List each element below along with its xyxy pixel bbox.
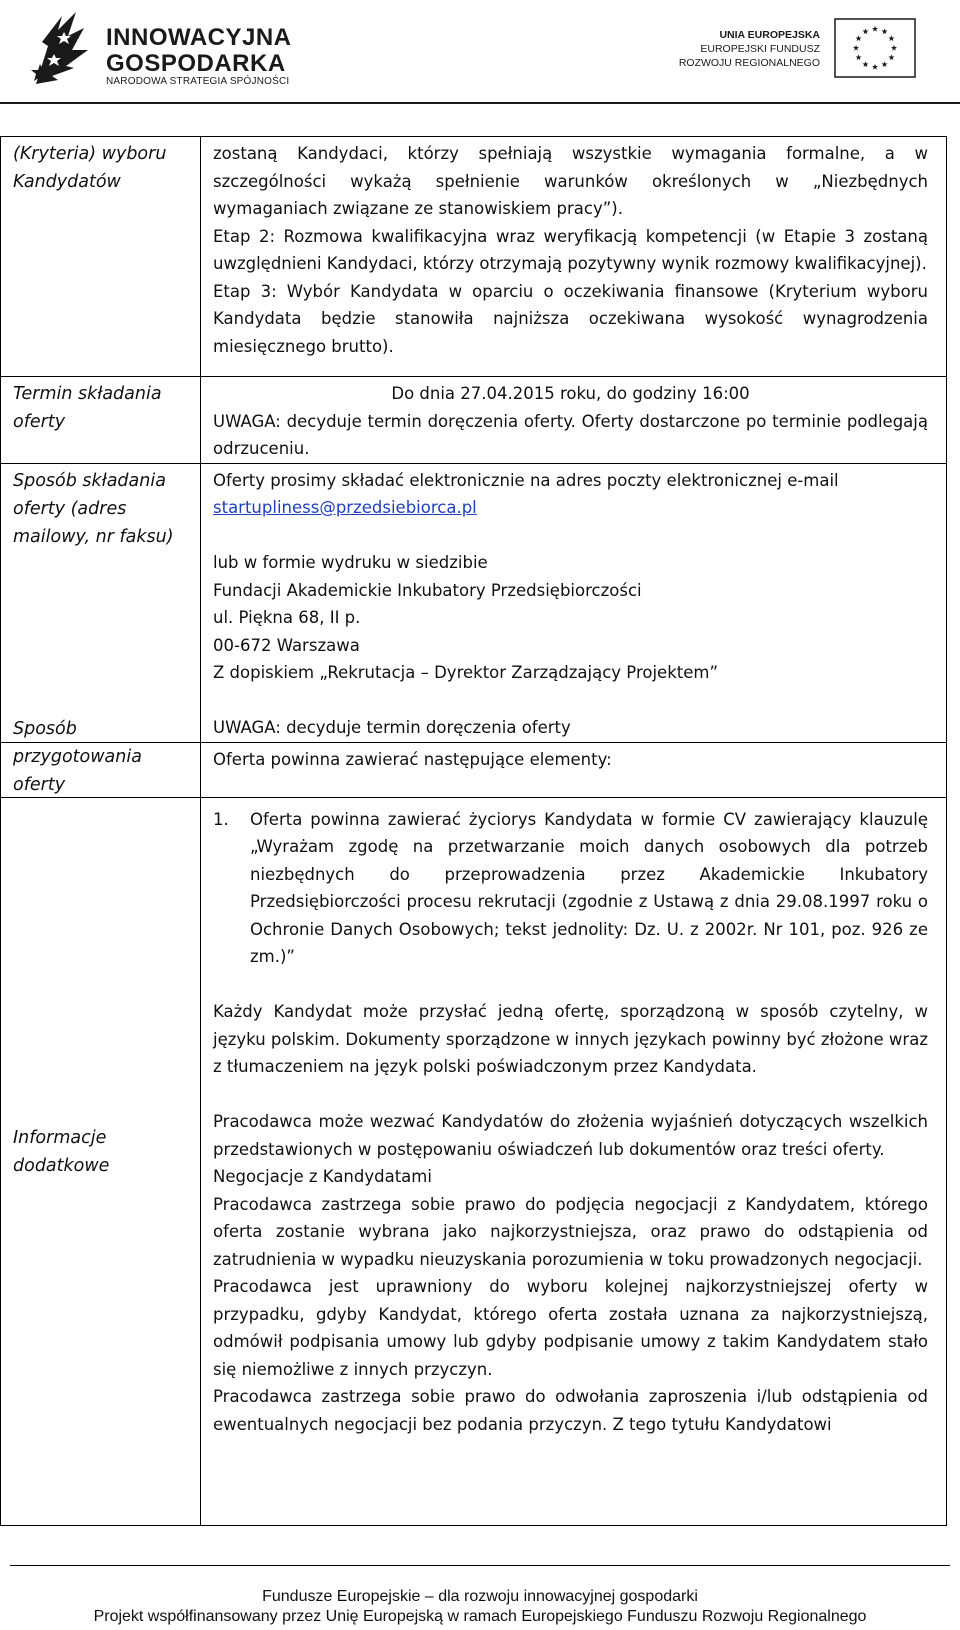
delivery-street: ul. Piękna 68, II p. [213,608,361,627]
criteria-stage-3: Etap 3: Wybór Kandydata w oparciu o oczekiwania finansowe (Kryterium wyboru Kandydata będzie stanowiła najniższa oczekiwana wysokość wynagrodzenia miesięcznego brutto). [213,281,928,356]
eu-logo [668,18,938,78]
deadline-value [201,377,947,464]
logo-subtitle: NARODOWA STRATEGIA SPÓJNOŚCI [106,76,290,87]
criteria-value [201,137,947,377]
logo-title-line1: INNOWACYJNA [106,24,292,51]
preparation-label: Sposób przygotowania oferty [13,718,142,795]
header-divider [0,102,960,104]
language-paragraph: Każdy Kandydat może przysłać jedną ofertę, sporządzoną w sposób czytelny, w języku polskim. Dokumenty sporządzone w innych językach powinny być złożone wraz z tłumaczeniem na język polski poświadczonym przez Kandydata. [213,1002,928,1076]
deadline-label: Termin składania oferty [1,377,201,464]
delivery-city: 00-672 Warszawa [213,635,360,655]
negotiations-paragraph-3: Pracodawca zastrzega sobie prawo do odwołania zaproszenia i/lub odstąpienia od ewentualnych negocjacji bez podania przyczyn. Z tego tytułu Kandydatowi [213,1387,928,1434]
contact-email-link[interactable]: startupliness@przedsiebiorca.pl [213,498,477,517]
eu-logo-line2: EUROPEJSKI FUNDUSZ [700,43,820,55]
innowacyjna-gospodarka-logo [28,6,348,90]
list-item-number: 1. [213,809,229,829]
delivery-organization: Fundacji Akademickie Inkubatory Przedsiębiorczości [213,580,642,600]
table-row-additional [1,797,947,1525]
delivery-annotation: Z dopiskiem „Rekrutacja – Dyrektor Zarządzający Projektem” [213,663,718,682]
negotiations-paragraph-2: Pracodawca jest uprawniony do wyboru kolejnej najkorzystniejszej oferty w przypadku, gdyby Kandydat, którego oferta została uznana za najkorzystniejszą, odmówił podpisania umowy lub gdyby podpisanie umowy z takim Kandydatem stało się niemożliwe z innych przyczyn. [213,1277,928,1379]
footer-cofinancing: Projekt współfinansowany przez Unię Europejską w ramach Europejskiego Funduszu Rozwoju Regionalnego [93,1608,867,1625]
negotiations-paragraph-1: Pracodawca zastrzega sobie prawo do podjęcia negocjacji z Kandydatem, którego oferta zostanie wybrana jako najkorzystniejsza, oraz prawo do odstąpienia od zatrudnienia w wypadku nieuzyskania porozumienia w toku prowadzonych negocjacji. [213,1194,928,1269]
additional-value [201,797,947,1525]
logo-title-line2: GOSPODARKA [106,50,286,77]
page-header [0,0,960,108]
eu-flag-icon [834,18,916,78]
preparation-intro: Oferta powinna zawierać następujące elementy: [213,749,612,769]
delivery-print-intro: lub w formie wydruku w siedzibie [213,553,488,572]
additional-label-cell [1,718,201,1525]
footer-slogan: Fundusze Europejskie – dla rozwoju innowacyjnej gospodarki [262,1588,698,1605]
negotiations-heading: Negocjacje z Kandydatami [213,1167,432,1186]
deadline-date: Do dnia 27.04.2015 roku, do godziny 16:00 [391,384,750,403]
offer-info-table [0,136,947,1526]
table-row-deadline [1,377,947,464]
clarification-paragraph: Pracodawca może wezwać Kandydatów do złożenia wyjaśnień dotyczących wszelkich przedstawionych w postępowaniu oświadczeń lub dokumentów oraz treści oferty. [213,1112,928,1159]
criteria-stage-2: Etap 2: Rozmowa kwalifikacyjna wraz weryfikacją kompetencji (w Etapie 3 zostaną uwzględnieni Kandydaci, którzy otrzymają pozytywny wynik rozmowy kwalifikacyjnej). [213,226,928,273]
preparation-value [201,742,947,797]
table-row-criteria [1,137,947,377]
list-item-text: Oferta powinna zawierać życiorys Kandydata w formie CV zawierający klauzulę „Wyrażam zgodę na przetwarzanie moich danych osobowych dla potrzeb niezbędnych do przeprowadzenia przez Akademickie Inkubatory Przedsiębiorczości procesu rekrutacji (zgodnie z Ustawą z dnia 29.08.1997 roku o Ochronie Danych Osobowych; tekst jednolity: Dz. U. z 2002r. Nr 101, poz. 926 ze zm.)” [250,809,928,966]
table-row-delivery [1,463,947,742]
delivery-label: Sposób składania oferty (adres mailowy, nr faksu) [1,463,201,742]
eu-logo-line1: UNIA EUROPEJSKA [719,29,820,41]
delivery-value [201,463,947,742]
footer-divider [10,1565,950,1566]
additional-label: Informacje dodatkowe [13,1127,110,1176]
criteria-paragraph: zostaną Kandydaci, którzy spełniają wszystkie wymagania formalne, a w szczególności wykażą spełnienie warunków określonych w „Niezbędnych wymaganiach związane ze stanowiskiem pracy”). [213,144,928,218]
list-item [213,806,928,971]
eu-logo-text [679,28,820,70]
eu-logo-line3: ROZWOJU REGIONALNEGO [678,57,820,69]
delivery-email-intro: Oferty prosimy składać elektronicznie na adres poczty elektronicznej e-mail [213,470,839,490]
criteria-label: (Kryteria) wyboru Kandydatów [1,137,201,377]
deadline-note: UWAGA: decyduje termin doręczenia oferty. Oferty dostarczone po terminie podlegają odrzuceniu. [213,411,928,458]
delivery-note: UWAGA: decyduje termin doręczenia oferty [213,718,571,737]
innowacyjna-gospodarka-mark-icon [28,6,98,90]
